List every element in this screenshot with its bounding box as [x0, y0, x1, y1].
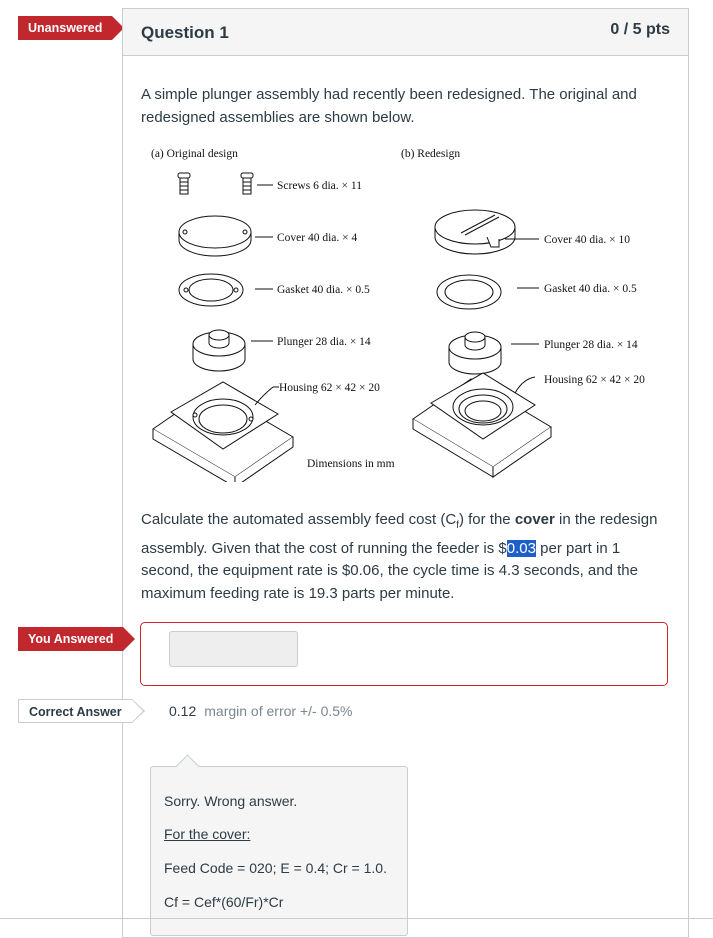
screw-icon: [241, 173, 253, 194]
prompt-text: Calculate the automated assembly feed cost (C: [141, 511, 457, 528]
prompt-text: ) for the: [458, 511, 515, 528]
original-housing-label: Housing 62 × 42 × 20: [279, 382, 380, 394]
feedback-line: Sorry. Wrong answer.: [164, 793, 298, 809]
housing-icon: [413, 373, 551, 477]
original-gasket-label: Gasket 40 dia. × 0.5: [277, 284, 370, 296]
question-header: [123, 9, 688, 56]
question-prompt: [141, 509, 661, 605]
question-title: Question 1: [141, 23, 229, 42]
prompt-subscript: f: [456, 520, 459, 531]
redesign-gasket-label: Gasket 40 dia. × 0.5: [544, 283, 637, 295]
correct-answer-value: 0.12: [169, 703, 197, 719]
you-answered-tag: You Answered: [18, 627, 123, 651]
prompt-text: in the redesign assembly. Given that the cost of running the feeder is $: [141, 511, 658, 557]
feedback-line: Feed Code = 020; E = 0.4; Cr = 1.0.: [164, 860, 387, 876]
plunger-icon: [449, 332, 501, 374]
original-cover-label: Cover 40 dia. × 4: [277, 232, 358, 244]
student-answer-box: [140, 622, 668, 686]
prompt-bold: cover: [514, 511, 555, 528]
redesign-plunger-label: Plunger 28 dia. × 14: [544, 339, 638, 351]
cover-icon: [179, 216, 251, 256]
feedback-line: For the cover:: [164, 826, 251, 842]
unanswered-tag: Unanswered: [18, 16, 112, 40]
screw-icon: [178, 173, 190, 194]
original-design-heading: (a) Original design: [151, 148, 238, 160]
correct-answer-line: [169, 703, 352, 719]
redesign-heading: (b) Redesign: [401, 148, 461, 160]
correct-answer-tag: Correct Answer: [18, 699, 132, 723]
gasket-icon: [437, 275, 501, 309]
question-intro: A simple plunger assembly had recently been redesigned. The original and redesigned assemblies are shown below.: [141, 86, 637, 126]
margin-of-error: margin of error +/- 0.5%: [204, 703, 353, 719]
student-answer-field: [169, 631, 298, 667]
redesign-cover-label: Cover 40 dia. × 10: [544, 234, 631, 246]
page-divider: [0, 918, 713, 919]
feedback-line: Cf = Cef*(60/Fr)*Cr: [164, 894, 284, 910]
original-screws-label: Screws 6 dia. × 11: [277, 180, 362, 192]
plunger-icon: [193, 330, 245, 371]
cover-icon: [435, 210, 515, 254]
plunger-assembly-figure: [123, 137, 688, 482]
prompt-text: per part in 1 second, the equipment rate is $0.06, the cycle time is 4.3 seconds, and the maximum feeding rate is 19.3 parts per minute.: [141, 539, 638, 602]
housing-icon: [153, 382, 293, 482]
highlighted-text: 0.03: [506, 539, 536, 557]
gasket-icon: [179, 274, 243, 306]
question-points: 0 / 5 pts: [610, 21, 670, 38]
original-plunger-label: Plunger 28 dia. × 14: [277, 336, 371, 348]
feedback-comment: [150, 766, 408, 936]
redesign-housing-label: Housing 62 × 42 × 20: [544, 374, 645, 386]
dimensions-note: Dimensions in mm: [307, 458, 395, 470]
